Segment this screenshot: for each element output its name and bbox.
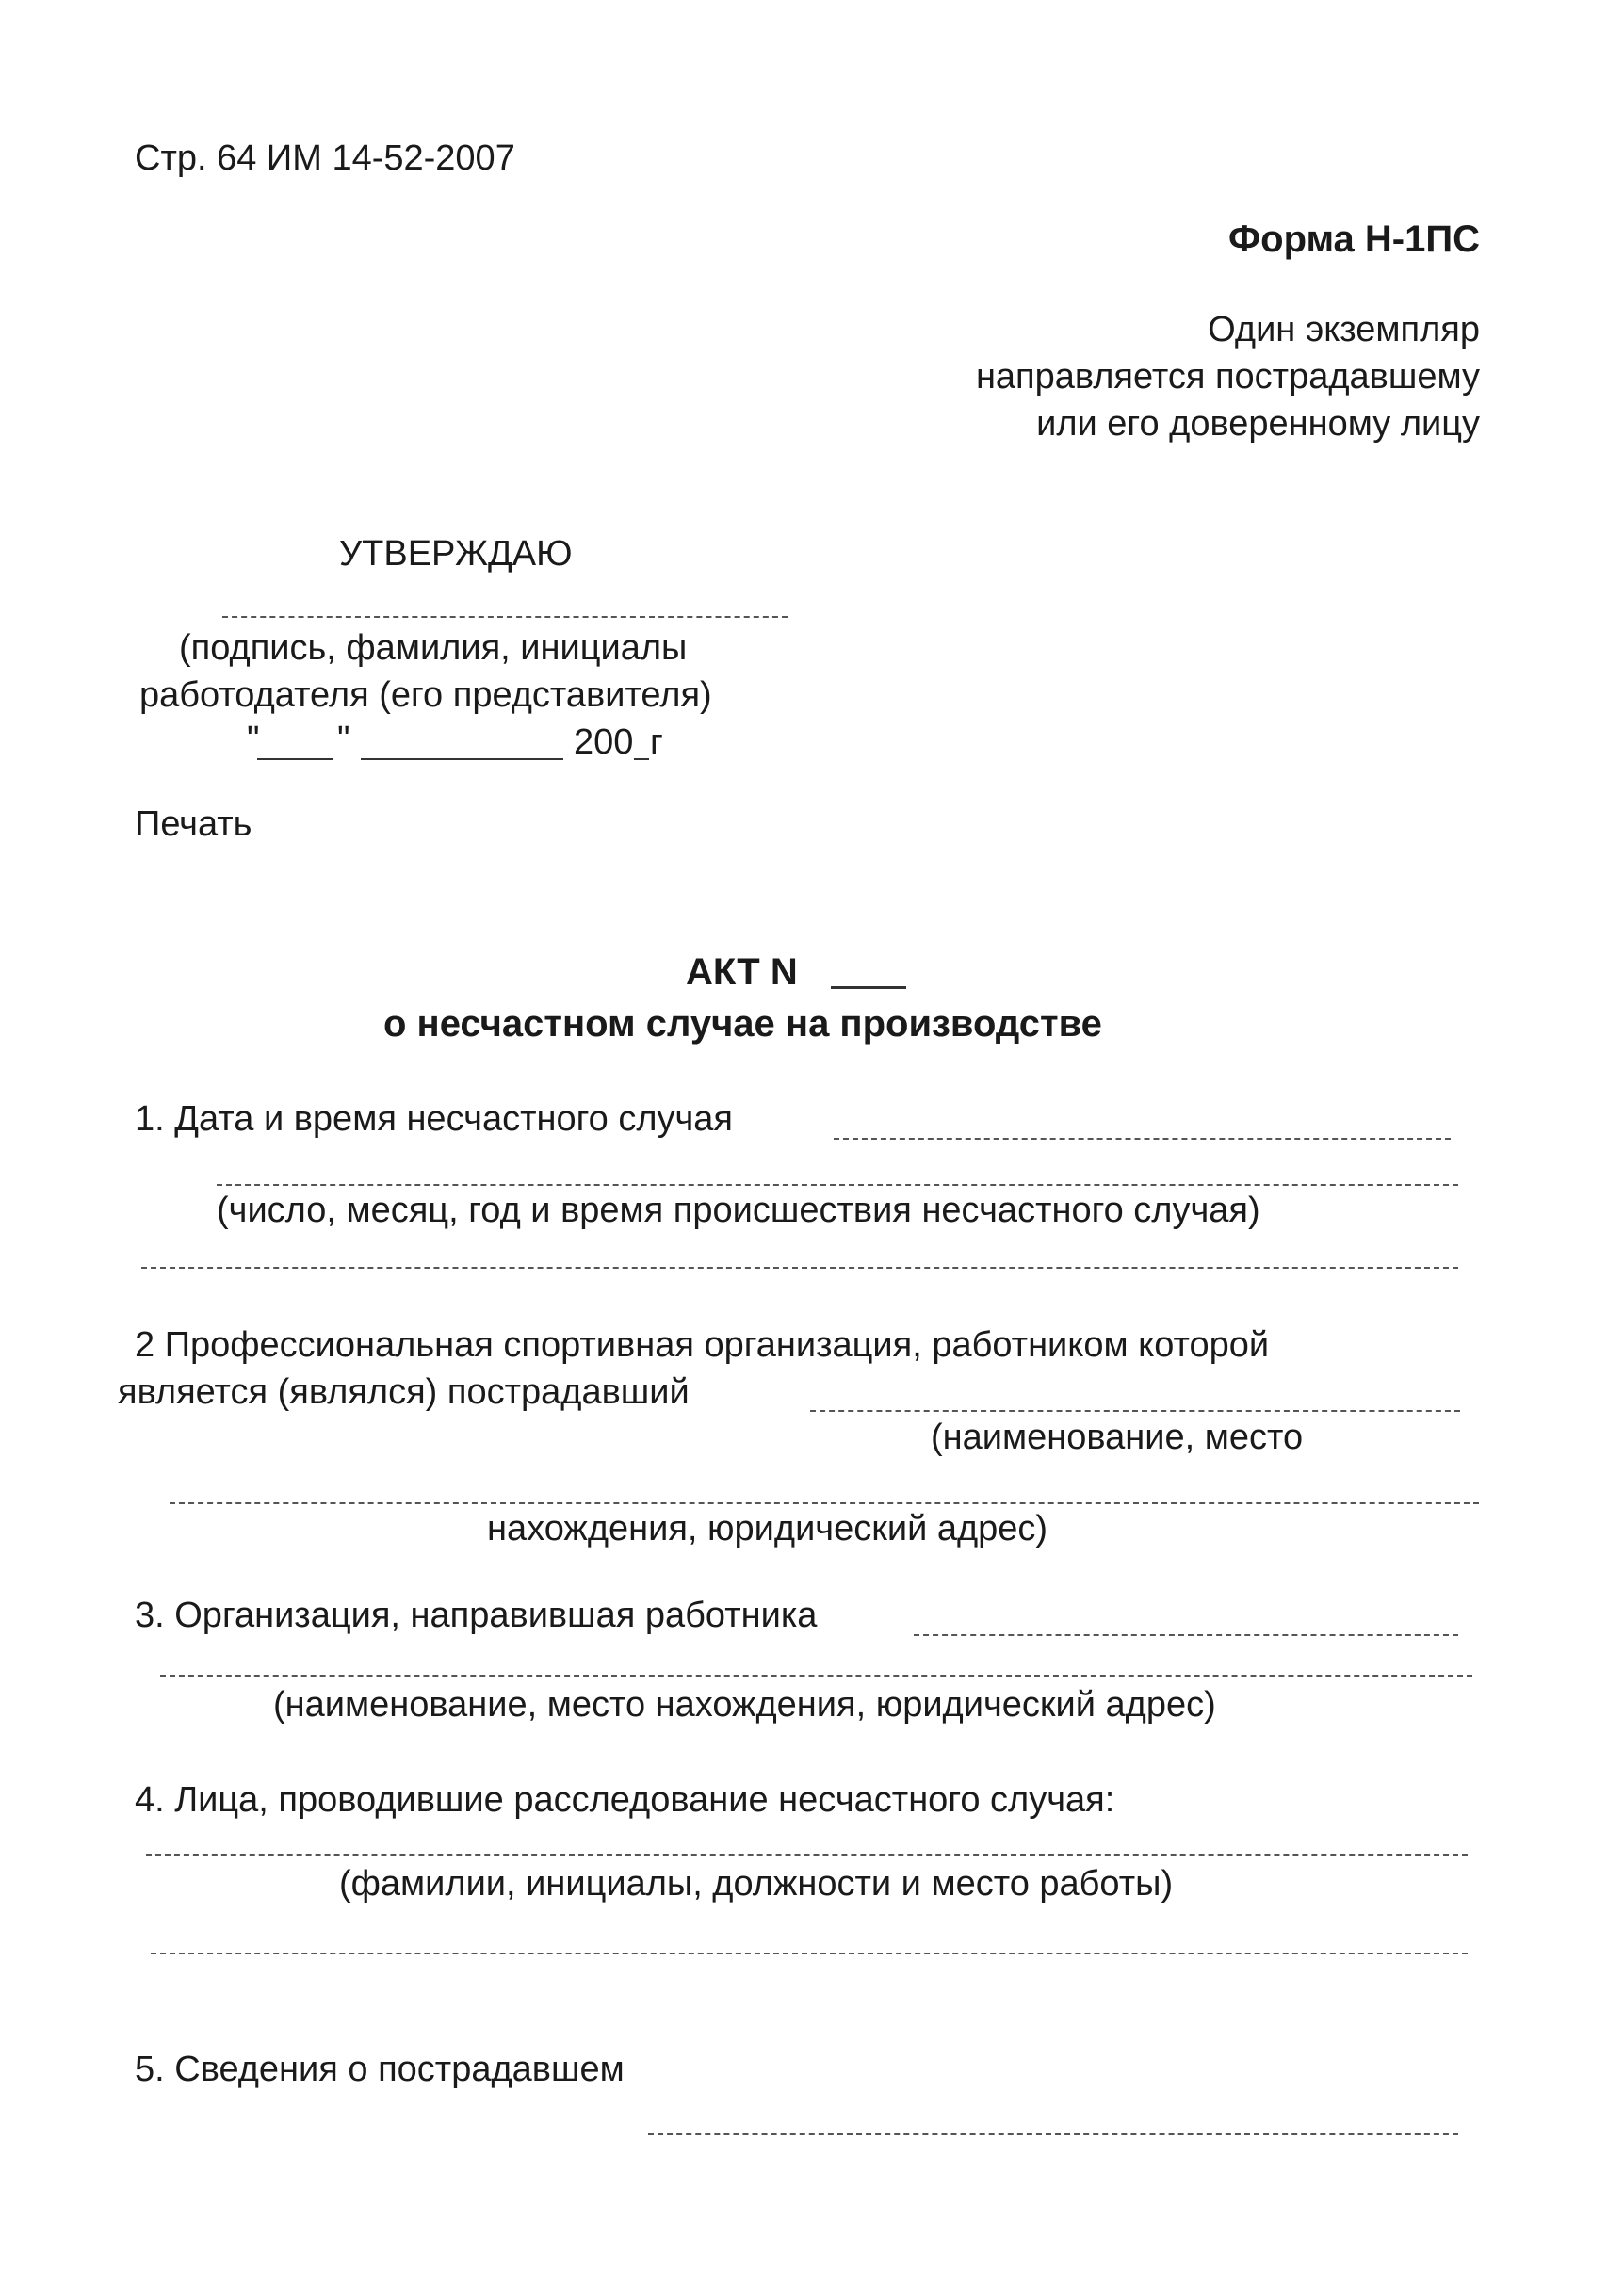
section-1-blank-1 (834, 1138, 1451, 1140)
date-close-quote: " (337, 720, 350, 759)
date-year-suffix: г (650, 722, 663, 762)
seal-label: Печать (135, 804, 252, 844)
date-open-quote: " (247, 720, 260, 759)
date-year: 200 (574, 722, 634, 762)
date-year-blank (634, 758, 649, 760)
section-4-blank-1 (146, 1854, 1468, 1856)
act-subtitle: о несчастном случае на производстве (383, 1003, 1102, 1045)
section-2-caption-line-1: (наименование, место (931, 1418, 1304, 1457)
section-3-blank-2 (160, 1675, 1472, 1677)
date-month-blank (361, 758, 563, 760)
page-reference: Стр. 64 ИМ 14-52-2007 (135, 138, 515, 178)
approval-caption-line-2: работодателя (его представителя) (139, 675, 712, 715)
section-4-caption: (фамилии, инициалы, должности и место работы) (339, 1864, 1174, 1904)
section-4-blank-2 (151, 1953, 1468, 1954)
act-title: АКТ N (686, 951, 798, 993)
signature-line (222, 616, 788, 618)
section-5-label: 5. Сведения о пострадавшем (135, 2050, 625, 2089)
section-4-label: 4. Лица, проводившие расследование несчастного случая: (135, 1780, 1115, 1820)
date-day-blank (257, 758, 333, 760)
section-3-blank-1 (914, 1634, 1458, 1636)
copy-note-line-1: Один экземпляр (1208, 310, 1480, 349)
copy-note-line-2: направляется пострадавшему (975, 357, 1480, 397)
section-1-caption: (число, месяц, год и время происшествия несчастного случая) (217, 1191, 1260, 1230)
section-2-label-line-1: 2 Профессиональная спортивная организация, работником которой (135, 1325, 1270, 1365)
section-3-label: 3. Организация, направившая работника (135, 1596, 818, 1635)
act-number-blank (831, 986, 906, 989)
section-1-blank-2 (217, 1184, 1458, 1186)
approval-title: УТВЕРЖДАЮ (339, 534, 573, 574)
section-2-label-line-2: является (являлся) пострадавший (118, 1372, 690, 1412)
copy-note-line-3: или его доверенному лицу (1036, 404, 1480, 444)
section-2-blank-1 (810, 1410, 1460, 1412)
form-name: Форма Н-1ПС (1228, 219, 1480, 260)
section-1-label: 1. Дата и время несчастного случая (135, 1099, 733, 1139)
section-2-caption-line-2: нахождения, юридический адрес) (487, 1509, 1048, 1548)
section-2-blank-2 (170, 1502, 1479, 1504)
section-1-blank-3 (141, 1267, 1458, 1269)
approval-caption-line-1: (подпись, фамилия, инициалы (179, 628, 688, 668)
section-5-blank (648, 2133, 1458, 2135)
section-3-caption: (наименование, место нахождения, юридический адрес) (273, 1685, 1216, 1725)
